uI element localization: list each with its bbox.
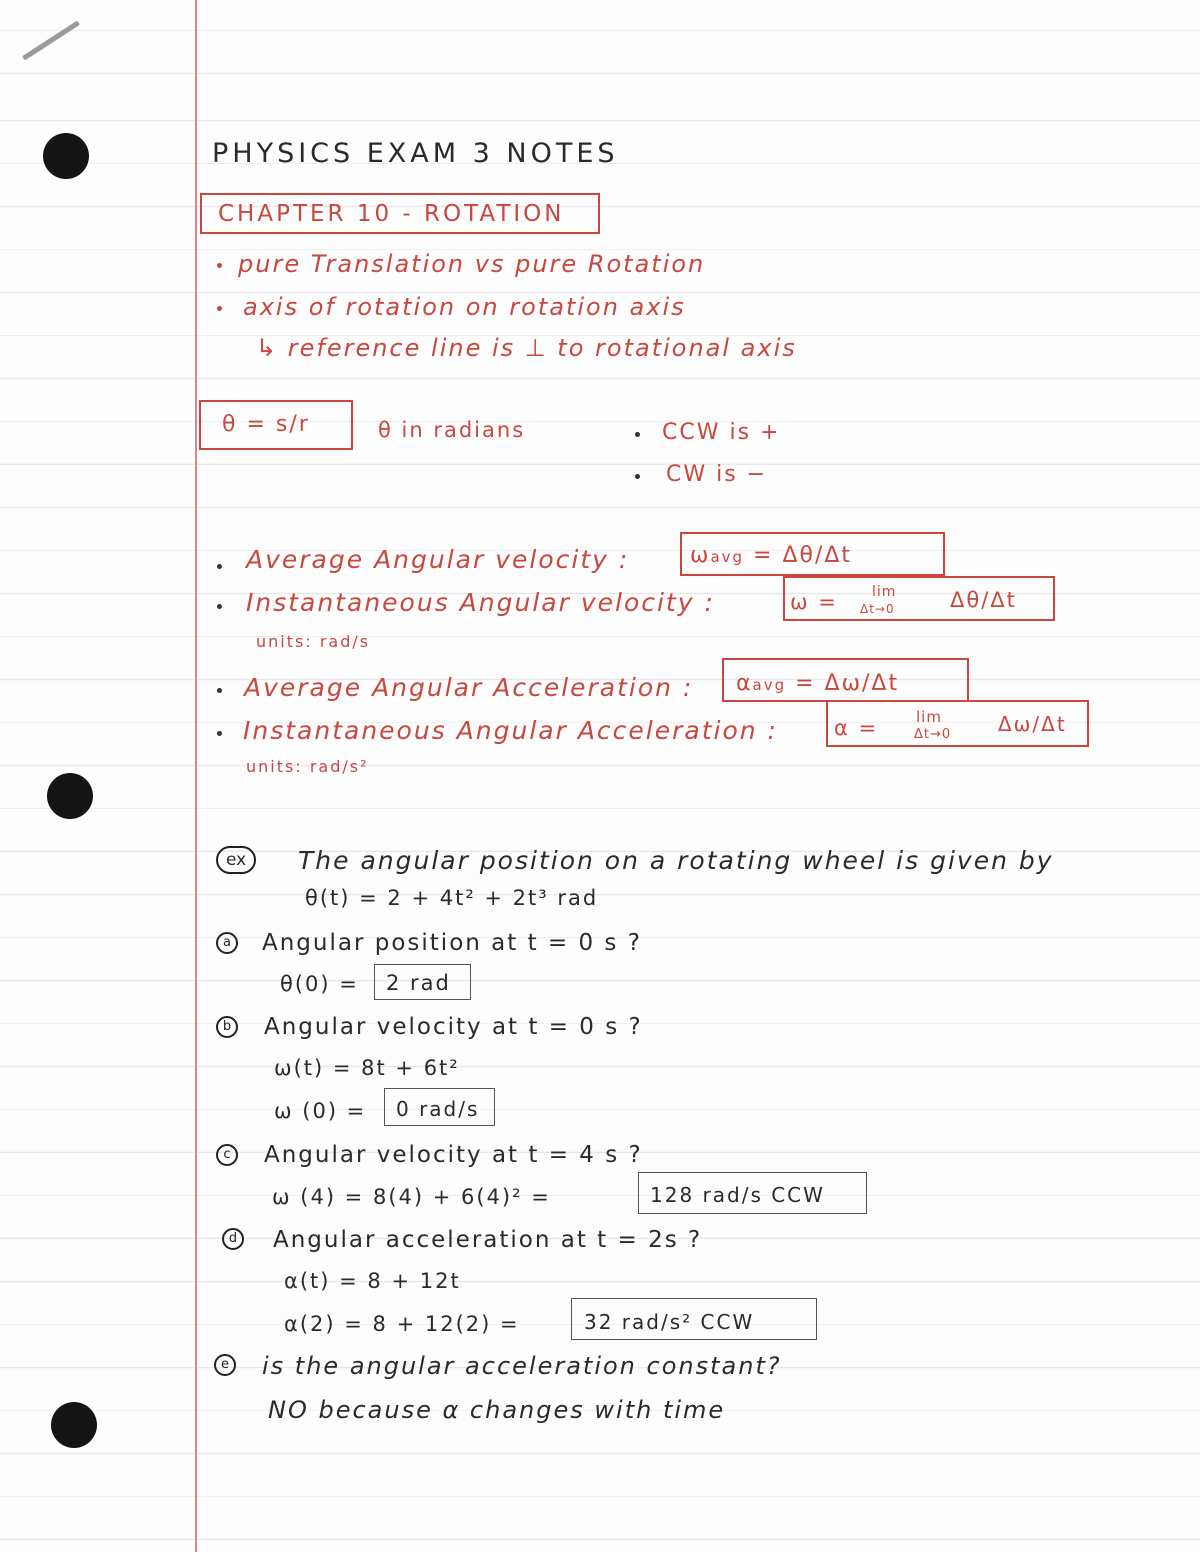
part-b-answer: 0 rad/s bbox=[396, 1097, 480, 1121]
part-b-derivative: ω(t) = 8t + 6t² bbox=[274, 1056, 460, 1080]
part-d-question: Angular acceleration at t = 2s ? bbox=[273, 1227, 703, 1253]
limit-label: lim bbox=[872, 584, 897, 600]
inst-acceleration-alpha: α = bbox=[834, 716, 879, 740]
example-prompt: The angular position on a rotating wheel is given by bbox=[298, 846, 1054, 875]
part-c-question: Angular velocity at t = 4 s ? bbox=[264, 1142, 643, 1168]
inst-acceleration-ratio: Δω/Δt bbox=[998, 712, 1067, 736]
bullet-dot bbox=[217, 306, 222, 311]
acceleration-units: units: rad/s² bbox=[246, 757, 369, 776]
avg-angular-velocity-label: Average Angular velocity : bbox=[246, 545, 630, 574]
part-d-derivative: α(t) = 8 + 12t bbox=[284, 1269, 461, 1293]
radians-note: θ in radians bbox=[378, 418, 526, 442]
inst-velocity-ratio: Δθ/Δt bbox=[950, 588, 1017, 612]
binder-hole-top bbox=[43, 133, 89, 179]
cw-sign: CW is − bbox=[666, 462, 768, 487]
bullet-axis-of-rotation: axis of rotation on rotation axis bbox=[243, 293, 686, 321]
example-badge: ex bbox=[216, 846, 256, 874]
part-c-answer: 128 rad/s CCW bbox=[650, 1183, 825, 1207]
velocity-units: units: rad/s bbox=[256, 632, 371, 651]
part-e-marker: e bbox=[214, 1354, 236, 1376]
part-c-marker: c bbox=[216, 1144, 238, 1166]
bullet-translation-rotation: pure Translation vs pure Rotation bbox=[238, 250, 706, 278]
example-equation: θ(t) = 2 + 4t² + 2t³ rad bbox=[305, 886, 599, 910]
part-b-question: Angular velocity at t = 0 s ? bbox=[264, 1014, 643, 1040]
page-title: PHYSICS EXAM 3 NOTES bbox=[212, 138, 619, 169]
avg-velocity-formula: ωavg = Δθ/Δt bbox=[690, 543, 853, 568]
inst-velocity-omega: ω = bbox=[790, 590, 838, 614]
avg-angular-acceleration-label: Average Angular Acceleration : bbox=[244, 673, 694, 702]
binder-hole-middle bbox=[47, 773, 93, 819]
part-d-work: α(2) = 8 + 12(2) = bbox=[284, 1312, 520, 1336]
bullet-dot bbox=[217, 731, 222, 736]
part-e-answer: NO because α changes with time bbox=[268, 1396, 726, 1424]
part-c-work: ω (4) = 8(4) + 6(4)² = bbox=[272, 1185, 551, 1209]
part-a-question: Angular position at t = 0 s ? bbox=[262, 930, 642, 956]
limit-label: lim bbox=[916, 708, 942, 726]
part-b-marker: b bbox=[216, 1016, 238, 1038]
chapter-heading: CHAPTER 10 - ROTATION bbox=[218, 201, 565, 227]
avg-acceleration-formula: αavg = Δω/Δt bbox=[736, 671, 900, 696]
margin-line bbox=[195, 0, 197, 1552]
ccw-sign: CCW is + bbox=[662, 420, 781, 445]
reference-line-note: ↳ reference line is ⊥ to rotational axis bbox=[256, 334, 797, 362]
theta-formula: θ = s/r bbox=[222, 412, 310, 437]
bullet-dot bbox=[635, 474, 640, 479]
part-a-marker: a bbox=[216, 932, 238, 954]
binder-hole-bottom bbox=[51, 1402, 97, 1448]
inst-angular-acceleration-label: Instantaneous Angular Acceleration : bbox=[243, 716, 778, 745]
limit-subscript: Δt→0 bbox=[914, 727, 952, 742]
bullet-dot bbox=[217, 564, 222, 569]
inst-angular-velocity-label: Instantaneous Angular velocity : bbox=[246, 588, 715, 617]
part-d-answer: 32 rad/s² CCW bbox=[584, 1310, 755, 1334]
part-a-answer: 2 rad bbox=[386, 971, 451, 995]
bullet-dot bbox=[635, 432, 640, 437]
bullet-dot bbox=[217, 688, 222, 693]
part-d-marker: d bbox=[222, 1228, 244, 1250]
part-e-question: is the angular acceleration constant? bbox=[262, 1352, 782, 1380]
bullet-dot bbox=[217, 263, 222, 268]
part-b-work: ω (0) = bbox=[274, 1099, 367, 1123]
bullet-dot bbox=[217, 604, 222, 609]
limit-subscript: Δt→0 bbox=[860, 602, 895, 616]
part-a-work: θ(0) = bbox=[280, 972, 359, 996]
